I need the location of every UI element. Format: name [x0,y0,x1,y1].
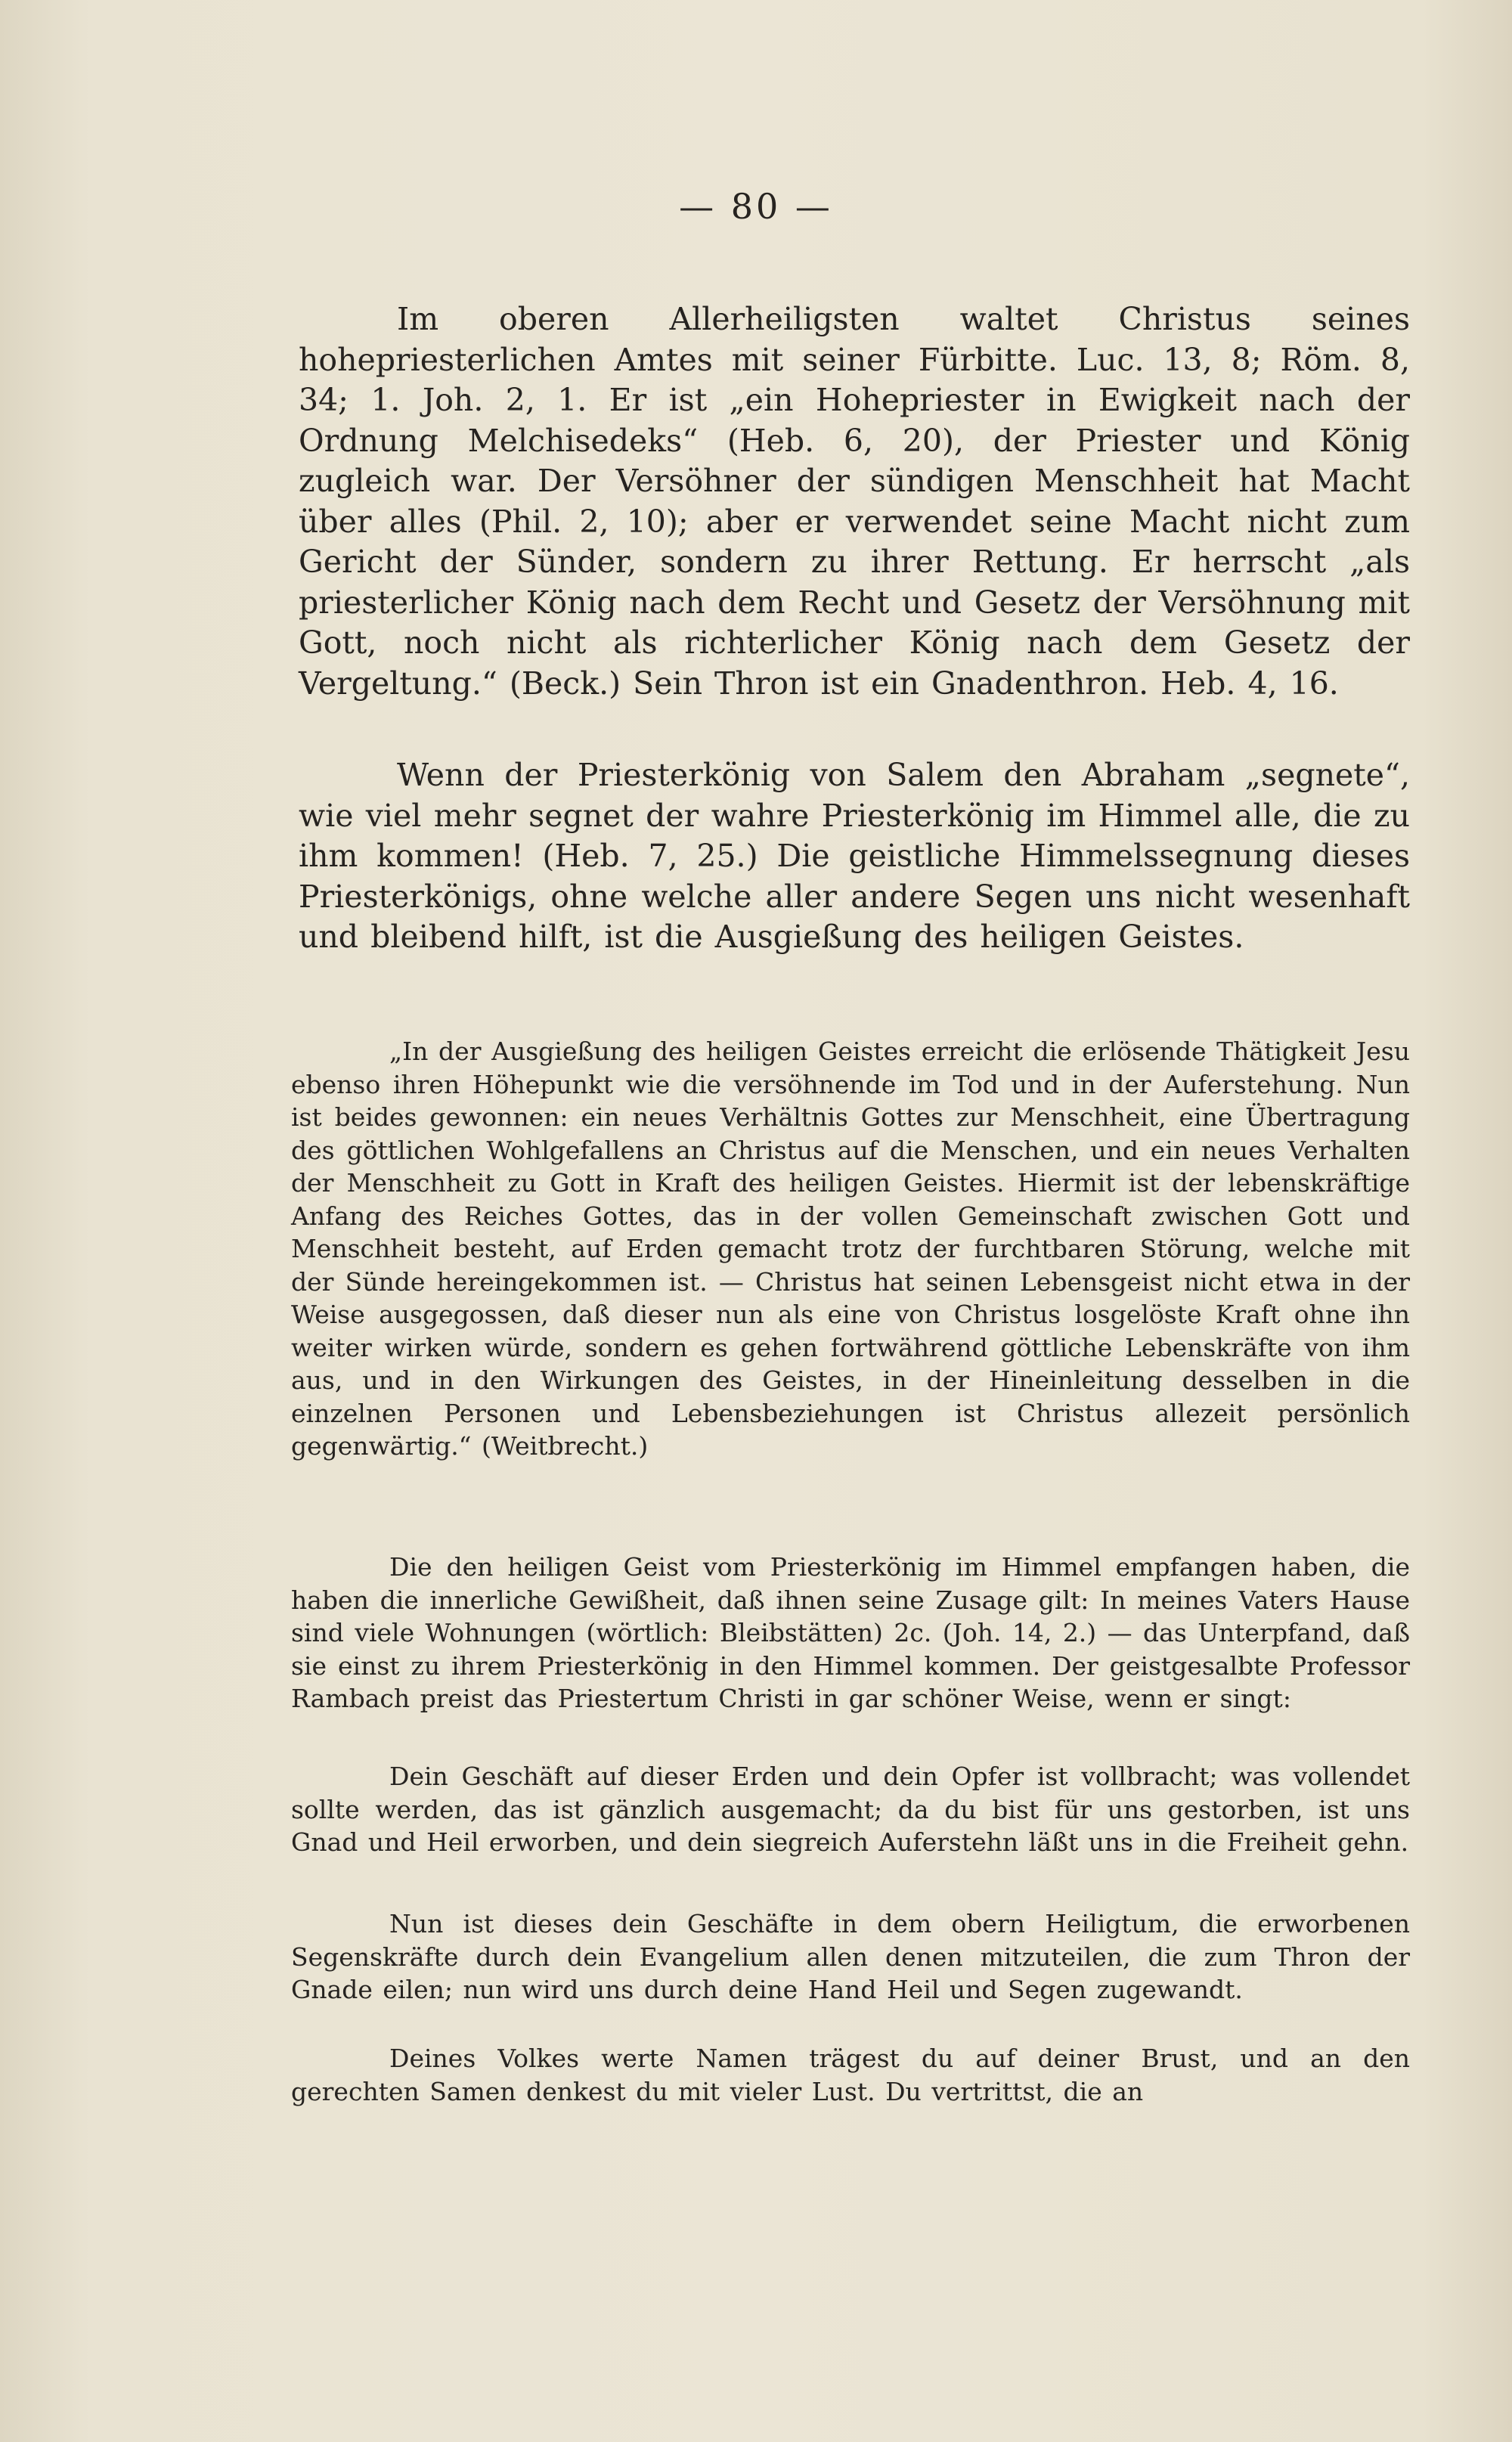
paragraph-4: Die den heiligen Geist vom Priesterkönig im Himmel empfangen haben, die haben die innerliche Gewißheit, daß ihnen seine Zusage gilt: In meines Vaters Hause sind viele Wohnungen (wörtlich: Bleibstätten) 2c. (Joh. 14, 2.) — das Unterpfand, daß sie einst zu ihrem Priesterkönig in den Himmel kommen. Der geistgesalbte Professor Rambach preist das Priestertum Christi in gar schöner Weise, wenn er singt: [291,1552,1410,1713]
paragraph-1: Im oberen Allerheiligsten waltet Christus seines hohepriesterlichen Amtes mit seiner Fürbitte. Luc. 13, 8; Röm. 8, 34; 1. Joh. 2, 1. Er ist „ein Hohepriester in Ewigkeit nach der Ordnung Melchisedeks“ (Heb. 6, 20), der Priester und König zugleich war. Der Versöhner der sündigen Menschheit hat Macht über alles (Phil. 2, 10); aber er verwendet seine Macht nicht zum Gericht der Sünder, sondern zu ihrer Rettung. Er herrscht „als priesterlicher König nach dem Recht und Gesetz der Versöhnung mit Gott, noch nicht als richterlicher König nach dem Gesetz der Vergeltung.“ (Beck.) Sein Thron ist ein Gnadenthron. Heb. 4, 16. [299,301,1410,702]
hymn-verse-1: Dein Geschäft auf dieser Erden und dein Opfer ist vollbracht; was vollendet sollte werden, das ist gänzlich ausgemacht; da du bist für uns gestorben, ist uns Gnad und Heil erworben, und dein siegreich Auferstehn läßt uns in die Freiheit gehn. [291,1762,1410,1857]
hymn-verse-2: Nun ist dieses dein Geschäfte in dem obern Heiligtum, die erworbenen Segenskräfte durch dein Evangelium allen denen mitzuteilen, die zum Thron der Gnade eilen; nun wird uns durch deine Hand Heil und Segen zugewandt. [291,1909,1410,2004]
page-number: — 80 — [679,186,833,227]
hymn-verse-3: Deines Volkes werte Namen trägest du auf deiner Brust, und an den gerechten Samen denkest du mit vieler Lust. Du vertrittst, die an [291,2044,1410,2106]
paragraph-2: Wenn der Priesterkönig von Salem den Abraham „segnete“, wie viel mehr segnet der wahre Priesterkönig im Himmel alle, die zu ihm kommen! (Heb. 7, 25.) Die geistliche Himmelssegnung dieses Priesterkönigs, ohne welche aller andere Segen uns nicht wesenhaft und bleibend hilft, ist die Ausgießung des heiligen Geistes. [299,757,1410,955]
paragraph-quote-weitbrecht: „In der Ausgießung des heiligen Geistes erreicht die erlösende Thätigkeit Jesu ebenso ihren Höhepunkt wie die versöhnende im Tod und in der Auferstehung. Nun ist beides gewonnen: ein neues Verhältnis Gottes zur Menschheit, eine Übertragung des göttlichen Wohlgefallens an Christus auf die Menschen, und ein neues Verhalten der Menschheit zu Gott in Kraft des heiligen Geistes. Hiermit ist der lebenskräftige Anfang des Reiches Gottes, das in der vollen Gemeinschaft zwischen Gott und Menschheit besteht, auf Erden gemacht trotz der furchtbaren Störung, welche mit der Sünde hereingekommen ist. — Christus hat seinen Lebensgeist nicht etwa in der Weise ausgegossen, daß dieser nun als eine von Christus losgelöste Kraft ohne ihn weiter wirken würde, sondern es gehen fortwährend göttliche Lebenskräfte von ihm aus, und in den Wirkungen des Geistes, in der Hineinleitung desselben in die einzelnen Personen und Lebensbeziehungen ist Christus allezeit persönlich gegenwärtig.“ (Weitbrecht.) [291,1037,1410,1461]
